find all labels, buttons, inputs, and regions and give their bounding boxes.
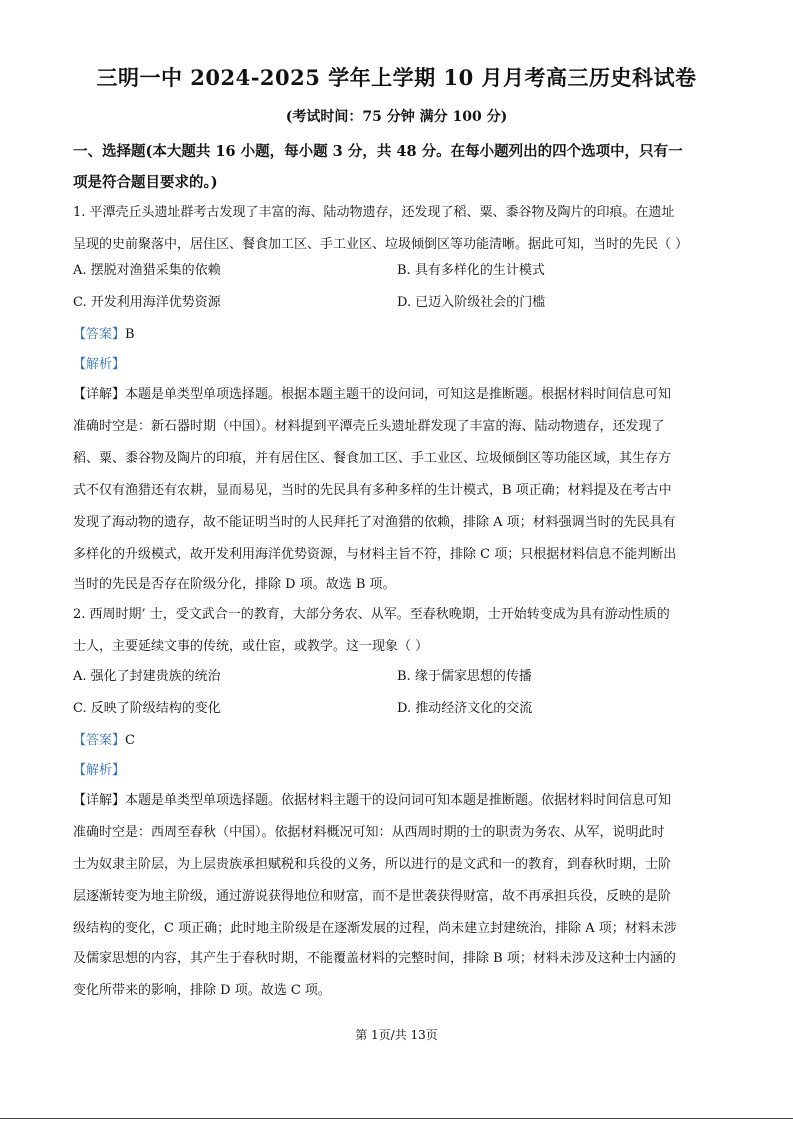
page-title: 三明一中 2024-2025 学年上学期 10 月月考高三历史科试卷 [96, 65, 697, 90]
q1-answer-value: B [125, 327, 135, 342]
section-heading-line-1: 一、选择题(本大题共 16 小题，每小题 3 分，共 48 分。在每小题列出的四个选项中，只有一 [73, 143, 683, 160]
q2-option-b: B. 缘于儒家思想的传播 [397, 669, 532, 684]
q1-detail-line-7: 当时的先民是否存在阶级分化，排除 D 项。故选 B 项。 [73, 577, 396, 592]
q1-answer [73, 326, 733, 344]
page-number: 第 1页/共 13页 [355, 1028, 438, 1042]
q2-detail-text-1: 本题是单类型单项选择题。依据材料主题干的设问词可知本题是推断题。依据材料时间信息可知 [125, 793, 672, 808]
section-heading-line-2: 项是符合题目要求的。) [73, 174, 218, 191]
q1-stem-line-2: 呈现的史前聚落中，居住区、餐食加工区、手工业区、垃圾倾倒区等功能清晰。据此可知，当时的先民（ ） [73, 237, 689, 252]
q2-option-d: D. 推动经济文化的交流 [397, 701, 533, 716]
exam-info: (考试时间：75 分钟 满分 100 分) [285, 109, 508, 125]
q1-analysis-tag: 【解析】 [73, 357, 126, 372]
q1-detail-line-1 [73, 386, 733, 404]
q1-stem-line-1: 1. 平潭壳丘头遗址群考古发现了丰富的海、陆动物遗存，还发现了稻、粟、黍谷物及陶片的印痕。在遗址 [73, 205, 675, 220]
q2-detail-line-6: 及儒家思想的内容，其产生于春秋时期，不能覆盖材料的完整时间，排除 B 项；材料未涉及这种士内涵的 [73, 951, 676, 966]
q2-answer-value: C [125, 733, 135, 748]
q2-detail-line-7: 变化所带来的影响，排除 D 项。故选 C 项。 [73, 983, 331, 998]
q1-detail-line-2: 准确时空是：新石器时期（中国）。材料提到平潭壳丘头遗址群发现了丰富的海、陆动物遗存，还发现了 [73, 419, 665, 434]
q1-detail-line-6: 多样化的升级模式，故开发利用海洋优势资源，与材料主旨不符，排除 C 项；只根据材料信息不能判断出 [73, 547, 677, 562]
q1-analysis-tag-line [73, 356, 733, 374]
q2-analysis-tag-line [73, 762, 733, 780]
q2-answer [73, 732, 733, 750]
q1-option-d: D. 已迈入阶级社会的门槛 [397, 295, 546, 310]
q1-detail-tag: 【详解】 [73, 387, 126, 402]
q1-answer-tag: 【答案】 [73, 327, 126, 342]
q2-detail-line-5: 级结构的变化，C 项正确；此时地主阶级是在逐渐发展的过程，尚未建立封建统治，排除 A 项；材料未涉 [73, 921, 677, 936]
q1-detail-line-5: 发现了海动物的遗存，故不能证明当时的人民拜托了对渔猎的依赖，排除 A 项；材料强调当时的先民具有 [73, 515, 676, 530]
q1-detail-line-3: 稻、粟、黍谷物及陶片的印痕，并有居住区、餐食加工区、手工业区、垃圾倾倒区等功能区域，其生存方 [73, 451, 672, 466]
q1-detail-line-4: 式不仅有渔猎还有农耕，显而易见，当时的先民具有多种多样的生计模式，B 项正确；材料提及在考古中 [73, 483, 672, 498]
section-heading [73, 136, 733, 198]
q2-option-c: C. 反映了阶级结构的变化 [73, 701, 221, 716]
q2-answer-tag: 【答案】 [73, 733, 126, 748]
q1-option-b: B. 具有多样化的生计模式 [397, 263, 545, 278]
q2-option-a: A. 强化了封建贵族的统治 [73, 669, 221, 684]
q1-detail-text-1: 本题是单类型单项选择题。根据本题主题干的设问词，可知这是推断题。根据材料时间信息可知 [125, 387, 672, 402]
q2-detail-line-2: 准确时空是：西周至春秋（中国）。依据材料概况可知：从西周时期的士的职责为务农、从军，说明此时 [73, 825, 665, 840]
q2-detail-tag: 【详解】 [73, 793, 126, 808]
q2-detail-line-1 [73, 792, 733, 810]
page-bottom-rule [0, 1118, 793, 1119]
q2-analysis-tag: 【解析】 [73, 763, 126, 778]
q2-stem-line-2: 士人，主要延续文事的传统，或仕宦，或教学。这一现象（ ） [73, 639, 429, 654]
q1-option-a: A. 摆脱对渔猎采集的依赖 [73, 263, 221, 278]
q2-stem-line-1: 2. 西周时期’ 士，受文武合一的教育，大部分务农、从军。至春秋晚期，士开始转变成为具有游动性质的 [73, 607, 670, 622]
q2-detail-line-4: 层逐渐转变为地主阶级，通过游说获得地位和财富，而不是世袭获得财富，故不再承担兵役，反映的是阶 [73, 889, 672, 904]
q2-detail-line-3: 士为奴隶主阶层，为上层贵族承担赋税和兵役的义务，所以进行的是文武和一的教育，到春秋时期，士阶 [73, 857, 672, 872]
q1-option-c: C. 开发利用海洋优势资源 [73, 295, 221, 310]
